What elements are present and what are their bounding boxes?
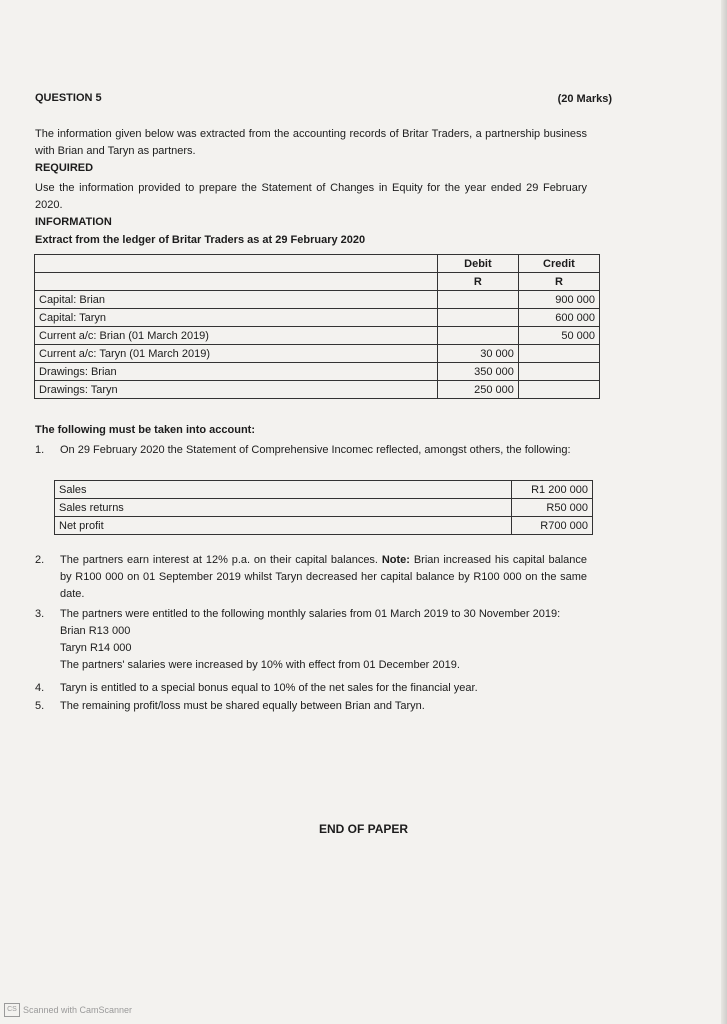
ledger-credit <box>518 363 599 381</box>
ledger-header-row <box>35 255 600 273</box>
ledger-heading: Extract from the ledger of Britar Traders as at 29 February 2020 <box>35 234 366 246</box>
ledger-debit <box>437 327 518 345</box>
ledger-debit <box>437 309 518 327</box>
ledger-credit: 50 000 <box>518 327 599 345</box>
ledger-account: Capital: Brian <box>35 291 438 309</box>
item-text-a: The partners earn interest at 12% p.a. on their capital balances. <box>60 554 382 566</box>
ledger-account: Current a/c: Taryn (01 March 2019) <box>35 345 438 363</box>
ledger-debit <box>437 291 518 309</box>
item-main-text: The partners were entitled to the following monthly salaries from 01 March 2019 to 30 November 2019: <box>60 608 561 620</box>
list-item <box>35 442 587 476</box>
sci-value: R700 000 <box>512 517 593 535</box>
item-number: 3. <box>35 608 45 620</box>
information-heading: INFORMATION <box>35 216 112 228</box>
watermark-text: Scanned with CamScanner <box>23 1005 133 1015</box>
item-text-b: Brian increased his capital balance by R100 000 on 01 September 2019 whilst Taryn decreased her capital balance by R100 000 on the same date. <box>60 554 588 600</box>
table-row <box>35 309 600 327</box>
item-number: 2. <box>35 554 45 566</box>
sci-label: Sales <box>55 481 512 499</box>
scanner-watermark <box>4 1003 132 1017</box>
ledger-header-account <box>35 255 438 273</box>
ledger-debit: 250 000 <box>437 381 518 399</box>
ledger-unit-credit: R <box>518 273 599 291</box>
ledger-account: Drawings: Taryn <box>35 381 438 399</box>
note-label: Note: <box>381 554 410 566</box>
item-text <box>60 552 587 603</box>
ledger-unit-debit: R <box>437 273 518 291</box>
table-row <box>35 381 600 399</box>
required-heading: REQUIRED <box>35 162 94 174</box>
table-row <box>35 291 600 309</box>
sci-table <box>54 480 593 535</box>
ledger-header-credit: Credit <box>518 255 599 273</box>
ledger-unit-account <box>35 273 438 291</box>
ledger-units-row <box>35 273 600 291</box>
ledger-header-debit: Debit <box>437 255 518 273</box>
item-after-text: The partners' salaries were increased by 10% with effect from 01 December 2019. <box>60 659 460 671</box>
sci-label: Sales returns <box>55 499 512 517</box>
following-heading: The following must be taken into account: <box>35 424 256 436</box>
ledger-credit: 600 000 <box>518 309 599 327</box>
sci-value: R50 000 <box>512 499 593 517</box>
question-marks: (20 Marks) <box>557 93 612 105</box>
list-item <box>35 680 587 697</box>
table-row <box>35 345 600 363</box>
table-row <box>55 481 593 499</box>
ledger-credit <box>518 381 599 399</box>
ledger-credit <box>518 345 599 363</box>
item-text: Taryn is entitled to a special bonus equal to 10% of the net sales for the financial year. <box>60 682 478 694</box>
item-number: 4. <box>35 682 45 694</box>
table-row <box>55 499 593 517</box>
list-item <box>35 552 587 604</box>
item-text <box>60 606 587 674</box>
item-text: On 29 February 2020 the Statement of Comprehensive Incomec reflected, amongst others, the following: <box>60 444 571 456</box>
ledger-table <box>34 254 600 399</box>
ledger-debit: 350 000 <box>437 363 518 381</box>
salary-taryn: Taryn R14 000 <box>60 642 132 654</box>
ledger-account: Current a/c: Brian (01 March 2019) <box>35 327 438 345</box>
item-text: The remaining profit/loss must be shared equally between Brian and Taryn. <box>60 700 425 712</box>
item-number: 5. <box>35 700 45 712</box>
required-text: Use the information provided to prepare the Statement of Changes in Equity for the year ended 29 February 2020. <box>35 182 587 211</box>
table-row <box>35 327 600 345</box>
item-number: 1. <box>35 444 45 456</box>
salary-brian: Brian R13 000 <box>60 625 131 637</box>
camscanner-icon: CS <box>4 1003 20 1017</box>
ledger-credit: 900 000 <box>518 291 599 309</box>
table-row <box>55 517 593 535</box>
table-row <box>35 363 600 381</box>
question-title: QUESTION 5 <box>35 92 102 104</box>
ledger-debit: 30 000 <box>437 345 518 363</box>
list-item <box>35 698 587 715</box>
end-of-paper: END OF PAPER <box>318 822 409 836</box>
intro-paragraph: The information given below was extracted from the accounting records of Britar Traders, a partnership business with Brian and Taryn as partners. <box>35 128 587 157</box>
sci-value: R1 200 000 <box>512 481 593 499</box>
ledger-account: Drawings: Brian <box>35 363 438 381</box>
sci-label: Net profit <box>55 517 512 535</box>
page-edge-shadow <box>721 0 727 1024</box>
ledger-account: Capital: Taryn <box>35 309 438 327</box>
list-item <box>35 606 587 676</box>
